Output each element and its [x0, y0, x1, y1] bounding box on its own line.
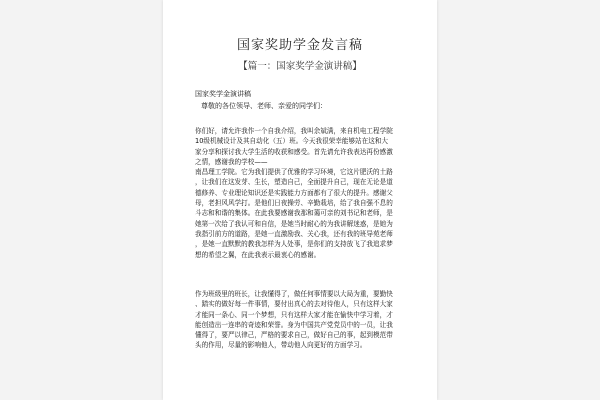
document-page	[163, 0, 437, 400]
paragraph-1	[195, 126, 417, 260]
paragraph-line: ，是她一直默默的教我怎样为人处事，是你们的支持放飞了我追求梦	[195, 240, 393, 249]
paragraph-line: 作为班级里的班长，让我懂得了，做任何事情要以大局为重，要勤快	[195, 290, 393, 298]
paragraph-line: 之情，感谢我的学校——	[195, 157, 268, 166]
paragraph-line: 头的作用，尽量的影响他人，带动他人向更好的方面学习。	[195, 341, 367, 350]
document-subtitle: 【篇一：国家奖学金演讲稿】	[238, 61, 362, 72]
paragraph-line: 、踏实的做好每一件事情，要付出真心的去对待他人，只有这样大家	[195, 300, 393, 309]
paragraph-line: 家分享和探讨我大学生活的收获和感受。首先请允许我表达再份感激	[195, 147, 393, 156]
paragraph-line: 我指引前方的道路，是她一直激励我、关心我，还有我的班导苑老师	[195, 229, 393, 238]
paragraph-line: 想的希望之翼，在此我表示最衷心的感谢。	[195, 250, 321, 259]
section-label: 国家奖学金演讲稿	[195, 90, 251, 98]
paragraph-line: 南昌理工学院。它为我们提供了优雅的学习环境，它这片肥沃的土路	[195, 168, 393, 177]
paragraph-line: 10级机械设计及其自动化（五）班。今天我很荣幸能够站在这和大	[195, 137, 389, 146]
paragraph-line: 才能同一条心、同一个梦想，只有这样大家才能在愉快中学习着，才	[195, 310, 393, 319]
paragraph-line: 能创造出一连串的奇迹和荣誉。身为中国共产党党员中的一员，让我	[195, 320, 393, 329]
paragraph-line: 德修养、专业理论知识还是实践能力方面都有了很大的提升。感谢父	[195, 188, 393, 197]
paragraph-line: ，让我们在这发芽、生长，塑造自己，全面提升自己，现在无论是道	[195, 178, 393, 187]
paragraph-line: 懂得了，要严以律己，严格的要求自己，做好自己的事，起到模范带	[195, 331, 393, 340]
paragraph-line: 她第一次给了我认可和自信，是她当时耐心的为我讲解迷惑，是她为	[195, 219, 393, 228]
document-title: 国家奖助学金发言稿	[236, 38, 363, 53]
paragraph-line: 母，老担风风学打。是他们日夜操劳、辛勤栽培，给了我自强不息的	[195, 199, 393, 208]
paragraph-line: 你们好，请允许我作一个自我介绍，我叫余斌满，来自机电工程学院	[195, 127, 393, 135]
greeting-line: 尊敬的各位领导、老师、亲爱的同学们：	[201, 102, 327, 110]
paragraph-2	[195, 289, 417, 351]
paragraph-line: 斗志和和谐的集体。在此我要感谢我那和蔼可亲的刘书记和老师，是	[195, 209, 393, 218]
